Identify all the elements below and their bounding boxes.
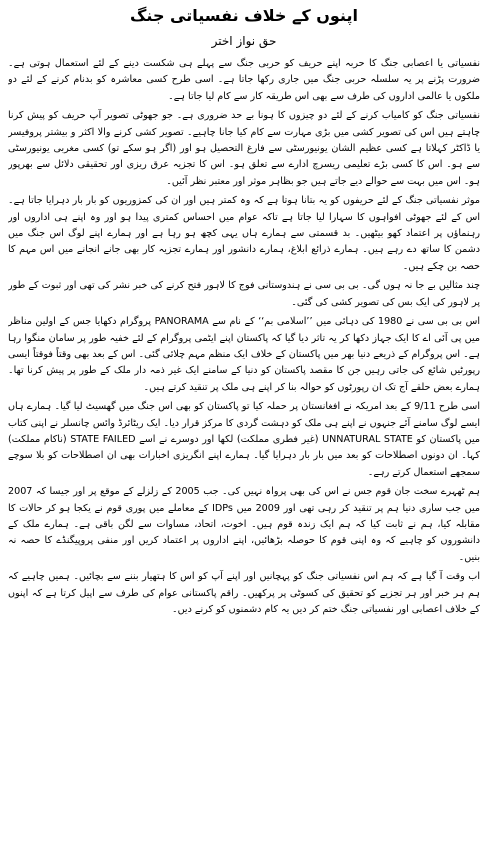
article-paragraph: ہم ٹھہرے سخت جان قوم جس نے اس کی بھی پرواہ نہیں کی۔ جب 2005 کے زلزلے کے موقع پر اور جیسا کہ 2007 میں جب ساری دنیا ہم پر تنقید کر رہی تھی اور 2009 میں IDPs کے معاملے میں پوری قوم نے یکجا ہو کر حالات کا مقابلہ کیا، ہم نے ثابت کیا کہ ہم ایک زندہ قوم ہیں۔ اخوت، اتحاد، مساوات سے لگن باقی ہے۔ ہمارے ملک کے دانشوروں کو چاہیے کہ وہ اپنی قوم کا حوصلہ بڑھائیں، اپنے اداروں پر اعتماد کریں اور منفی پروپیگنڈے کا حصہ نہ بنیں۔ <box>8 486 480 563</box>
article-paragraph: چند مثالیں بے جا نہ ہوں گی۔ بی بی سی نے ہندوستانی فوج کا لاہور فتح کرنے کی خبر نشر کی تھی اور ثبوت کے طور پر لاہور کی ایک بس کی تصویر کشی کی گئی۔ <box>8 280 480 308</box>
author-byline: حق نواز اختر <box>211 34 277 48</box>
article-paragraph: نفسیاتی جنگ کو کامیاب کرنے کے لئے دو چیزوں کا ہونا بے حد ضروری ہے۔ جو جھوٹی تصویر آپ حریف کو پیش کرنا چاہتے ہیں اس کی تصویر کشی میں بڑی مہارت سے کام کیا جانا چاہیے۔ تصویر کشی کرنے والا اکثر و بیشتر پروفیسر یا ڈاکٹر کہلاتا ہے کسی عظیم الشان یونیورسٹی سے فارغ التحصیل ہو اور (اگر ہو سکے تو) کسی مغربی یونیورسٹی سے ہو۔ اس کا کسی بڑے تعلیمی ریسرچ ادارے سے تعلق ہو۔ اس کا تجزیہ عرق ریزی اور تحقیقی دلائل سے بھرپور ہو۔ اس میں بہت سے حوالے دیے جاتے ہیں جو بظاہر موثر اور معتبر نظر آئیں۔ <box>8 110 480 187</box>
article-paragraph: اب وقت آ گیا ہے کہ ہم اس نفسیاتی جنگ کو پہچانیں اور اپنے آپ کو اس کا ہتھیار بننے سے بچائیں۔ ہمیں چاہیے کہ ہم ہر خبر اور ہر تجزیے کو تحقیق کی کسوٹی پر پرکھیں۔ راقم پاکستانی عوام کی طرف سے اپیل کرتا ہے کہ اپنوں کے خلاف اعصابی اور نفسیاتی جنگ ختم کر دیں یہ کام دشمنوں کو کرنے دیں۔ <box>8 571 480 615</box>
article-paragraph: نفسیاتی یا اعصابی جنگ کا حربہ اپنے حریف کو حربی جنگ سے پہلے ہی شکست دینے کے لئے استعمال ہوتی ہے۔ ضرورت پڑنے پر یہ سلسلہ حربی جنگ میں جاری رکھا جاتا ہے۔ اسی طرح کسی معاشرہ کو بدنام کرنے کے لئے دو ملکوں یا عالمی اداروں کی طرف سے بھی اس طریقہ کار سے کام لیا جاتا ہے۔ <box>8 58 480 102</box>
article-paragraph: اس بی بی سی نے 1980 کی دہائی میں ’’اسلامی بم‘‘ کے نام سے PANORAMA پروگرام دکھایا جس کے اولین مناظر میں پی آئی اے کا ایک جہاز دکھا کر یہ تاثر دیا گیا کہ پاکستان اپنے ایٹمی پروگرام کے لئے خفیہ طور پر سامان منگوا رہا ہے۔ اس پروگرام کے ذریعے دنیا بھر میں پاکستان کے خلاف ایک منظم مہم چلائی گئی۔ اس کے بعد بھی وقتاً فوقتاً ایسی رپورٹیں شائع کی جاتی رہیں جن کا مقصد پاکستان کو دنیا کے سامنے ایک غیر ذمہ دار ملک کے طور پر پیش کرنا تھا۔ ہمارے بعض حلقے آج تک ان رپورٹوں کو حوالہ بنا کر اپنے ہی ملک پر تنقید کرتے ہیں۔ <box>8 316 480 393</box>
article-paragraph: اسی طرح 9/11 کے بعد امریکہ نے افغانستان پر حملہ کیا تو پاکستان کو بھی اس جنگ میں گھسیٹ لیا گیا۔ ہمارے ہاں ایسے لوگ سامنے آئے جنہوں نے اپنے ہی ملک کو دہشت گردی کا مرکز قرار دیا۔ ایک ریٹائرڈ وائس چانسلر نے اپنی کتاب میں پاکستان کو UNNATURAL STATE (غیر فطری مملکت) لکھا اور دوسرے نے اسے STATE FAILED (ناکام مملکت) کہا۔ ان دونوں اصطلاحات کو بعد میں بار بار دہرایا گیا۔ ہمارے اپنے انگریزی اخبارات بھی ان اصطلاحات کو بلا سوچے سمجھے استعمال کرتے رہے۔ <box>8 401 480 478</box>
article-paragraph: موثر نفسیاتی جنگ کے لئے حریفوں کو یہ بتانا ہوتا ہے کہ وہ کمتر ہیں اور ان کی کمزوریوں کو بار بار دہرایا جاتا ہے۔ اس کے لئے جھوٹی افواہوں کا سہارا لیا جاتا ہے تاکہ عوام میں احساس کمتری پیدا ہو اور وہ اپنے ہی اداروں اور رہنماؤں پر اعتماد کھو بیٹھیں۔ بد قسمتی سے ہمارے ہاں یہی کچھ ہو رہا ہے اور ہمارے اپنے لوگ اس جنگ میں دشمن کا ساتھ دے رہے ہیں۔ ہمارے ذرائع ابلاغ، ہمارے دانشور اور ہمارے تجزیہ کار بھی جانے انجانے میں اس مہم کا حصہ بن چکے ہیں۔ <box>8 195 480 272</box>
article-title: اپنوں کے خلاف نفسیاتی جنگ <box>130 6 358 25</box>
article-body <box>8 56 480 839</box>
